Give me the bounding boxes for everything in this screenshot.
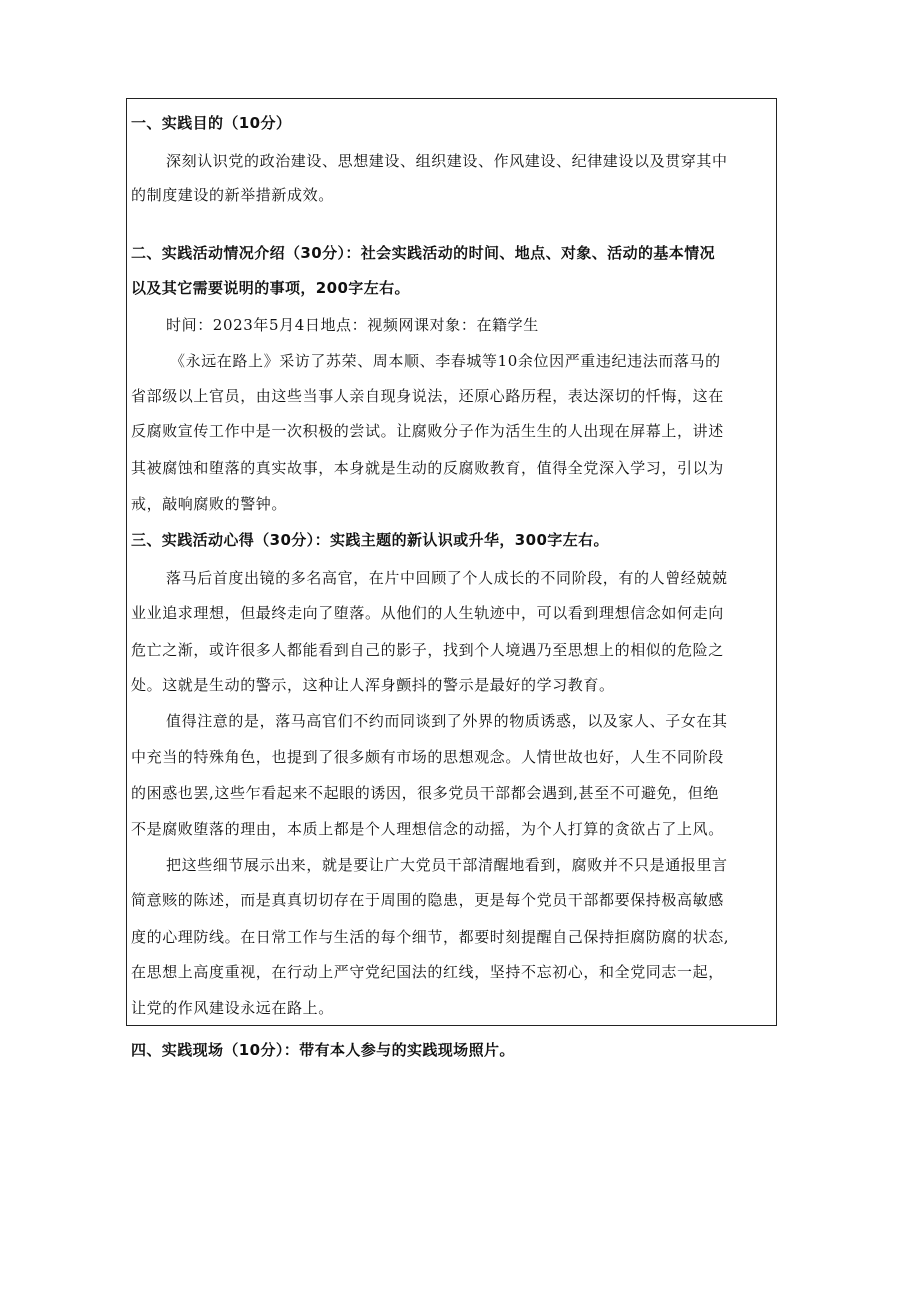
- section2-info-line: 时间：2023年5月4日地点：视频网课对象：在籍学生: [166, 316, 539, 334]
- section3-heading: 三、实践活动心得（30分）：实践主题的新认识或升华，300字左右。: [131, 531, 609, 549]
- section3-para2-line: 值得注意的是，落马高官们不约而同谈到了外界的物质诱惑，以及家人、子女在其: [166, 712, 728, 730]
- section1-heading: 一、实践目的（10分）: [131, 114, 292, 132]
- section3-para3-line: 度的心理防线。在日常工作与生活的每个细节，都要时刻提醒自己保持拒腐防腐的状态,: [131, 928, 730, 946]
- section3-para1-line: 业业追求理想，但最终走向了堕落。从他们的人生轨迹中，可以看到理想信念如何走向: [131, 604, 724, 622]
- section3-para1-line: 落马后首度出镜的多名高官，在片中回顾了个人成长的不同阶段，有的人曾经兢兢: [166, 569, 728, 587]
- section2-line: 省部级以上官员，由这些当事人亲自现身说法，还原心路历程，表达深切的忏悔，这在: [131, 387, 724, 405]
- section3-para1-line: 危亡之渐，或许很多人都能看到自己的影子，找到个人境遇乃至思想上的相似的危险之: [131, 641, 724, 659]
- section2-heading: 以及其它需要说明的事项，200字左右。: [131, 279, 410, 297]
- section4-heading: 四、实践现场（10分）：带有本人参与的实践现场照片。: [131, 1041, 515, 1059]
- section2-line: 其被腐蚀和堕落的真实故事，本身就是生动的反腐败教育，值得全党深入学习，引以为: [131, 459, 724, 477]
- section3-para2-line: 中充当的特殊角色，也提到了很多颇有市场的思想观念。人情世故也好，人生不同阶段: [131, 748, 724, 766]
- section3-para2-line: 的困惑也罢,这些乍看起来不起眼的诱因，很多党员干部都会遇到,甚至不可避免，但绝: [131, 784, 719, 802]
- section2-heading: 二、实践活动情况介绍（30分）：社会实践活动的时间、地点、对象、活动的基本情况: [131, 244, 715, 262]
- section2-line: 反腐败宣传工作中是一次积极的尝试。让腐败分子作为活生生的人出现在屏幕上，讲述: [131, 422, 724, 440]
- section3-para1-line: 处。这就是生动的警示，这种让人浑身颤抖的警示是最好的学习教育。: [131, 676, 615, 694]
- section1-line: 的制度建设的新举措新成效。: [131, 186, 334, 204]
- section1-line: 深刻认识党的政治建设、思想建设、组织建设、作风建设、纪律建设以及贯穿其中: [166, 152, 728, 170]
- section2-line: 《永远在路上》采访了苏荣、周本顺、李春城等10余位因严重违纪违法而落马的: [170, 352, 721, 370]
- section3-para3-line: 让党的作风建设永远在路上。: [131, 999, 334, 1017]
- section3-para2-line: 不是腐败堕落的理由，本质上都是个人理想信念的动摇，为个人打算的贪欲占了上风。: [131, 820, 724, 838]
- content-table-border: [126, 98, 777, 1026]
- section3-para3-line: 在思想上高度重视，在行动上严守党纪国法的红线，坚持不忘初心，和全党同志一起，: [131, 963, 724, 981]
- section3-para3-line: 简意赅的陈述，而是真真切切存在于周围的隐患，更是每个党员干部都要保持极高敏感: [131, 891, 724, 909]
- section2-line: 戒，敲响腐败的警钟。: [131, 495, 288, 513]
- section3-para3-line: 把这些细节展示出来，就是要让广大党员干部清醒地看到，腐败并不只是通报里言: [166, 856, 728, 874]
